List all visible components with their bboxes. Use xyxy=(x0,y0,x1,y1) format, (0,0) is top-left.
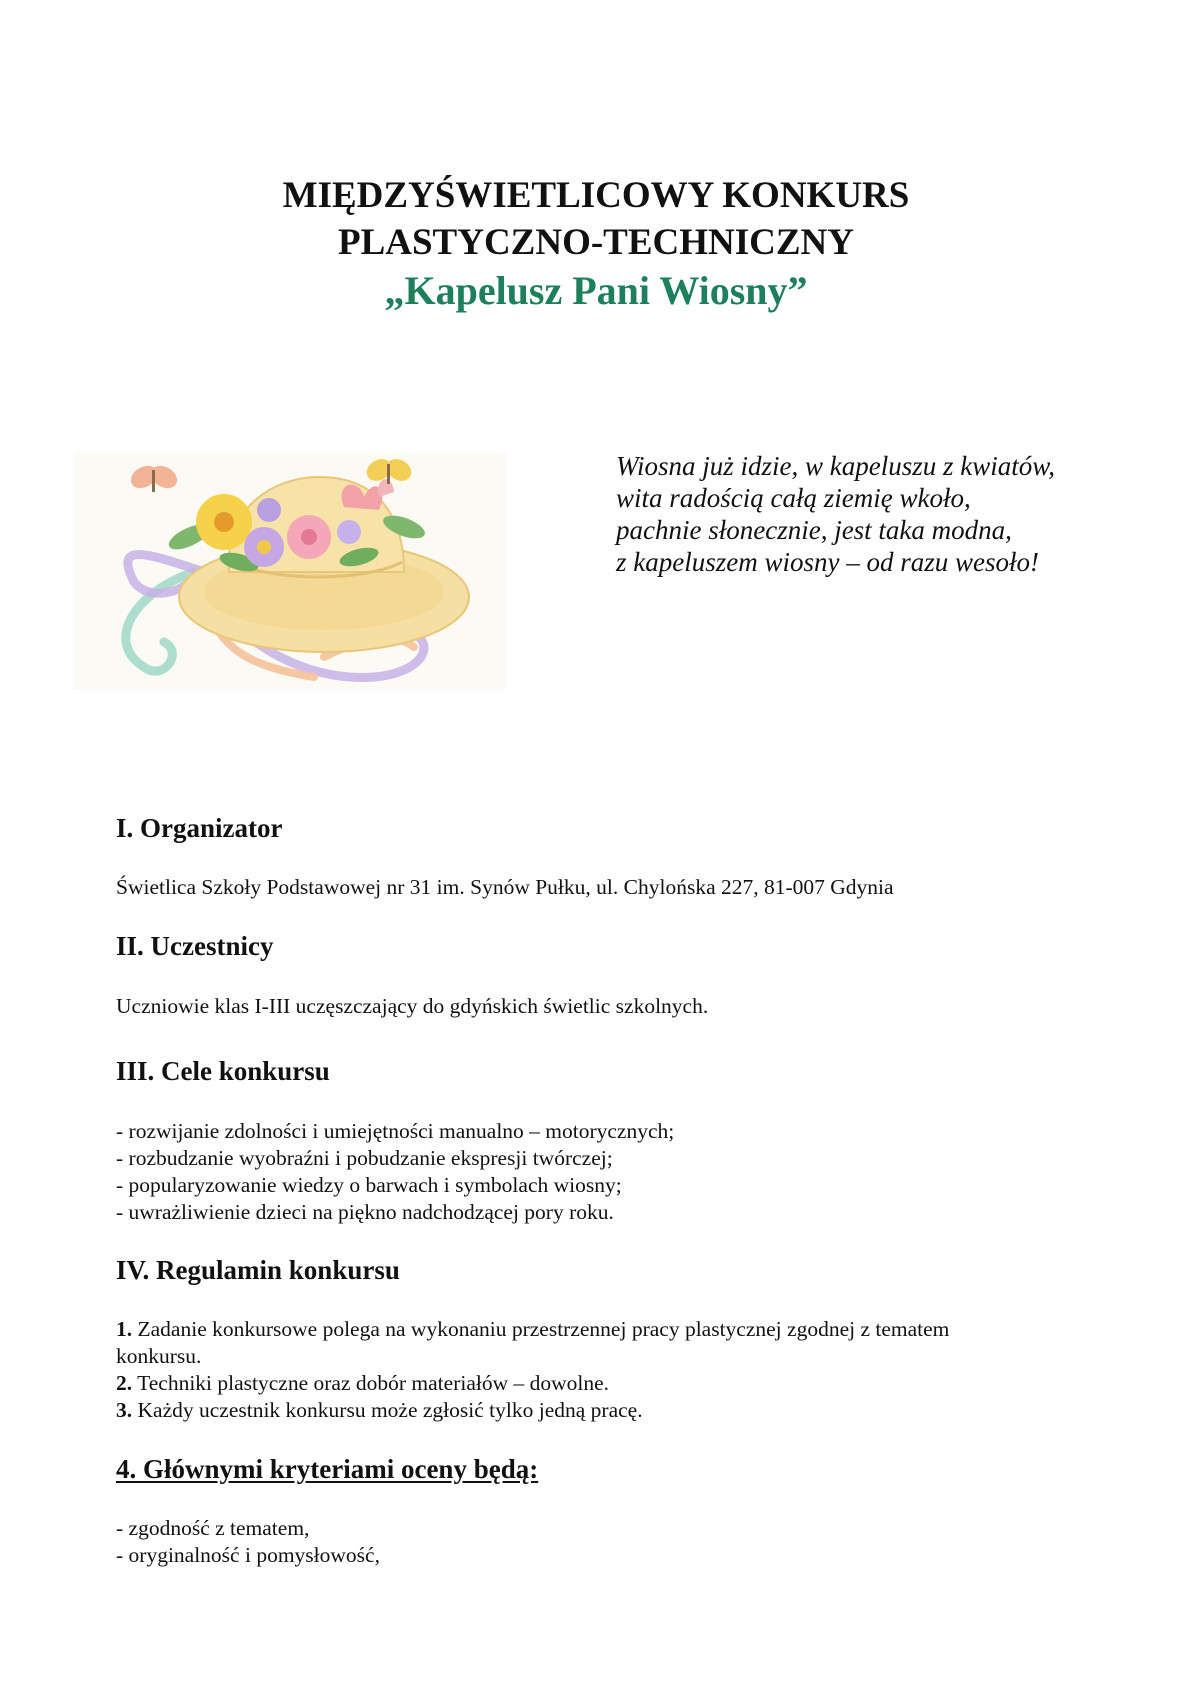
rule-number: 1. xyxy=(116,1317,133,1341)
section-heading-goals: III. Cele konkursu xyxy=(116,1056,330,1086)
rule-text: Każdy uczestnik konkursu może zgłosić tylko jedną pracę. xyxy=(132,1398,643,1422)
list-item: - oryginalność i pomysłowość, xyxy=(116,1543,380,1567)
title-line-1: MIĘDZYŚWIETLICOWY KONKURS xyxy=(282,175,910,216)
list-item xyxy=(116,1397,1076,1424)
rules-list xyxy=(116,1316,1076,1424)
organizer-text xyxy=(116,874,1076,901)
contest-subtitle: „Kapelusz Pani Wiosny” xyxy=(384,268,808,313)
poem-line: Wiosna już idzie, w kapeluszu z kwiatów, xyxy=(616,451,1056,481)
goals-list xyxy=(116,1118,1076,1226)
rule-number: 3. xyxy=(116,1398,133,1422)
list-item xyxy=(116,1316,1076,1343)
list-item: - popularyzowanie wiedzy o barwach i symbolach wiosny; xyxy=(116,1173,622,1197)
rule-text: Zadanie konkursowe polega na wykonaniu przestrzennej pracy plastycznej zgodnej z tematem xyxy=(132,1317,950,1341)
document-title xyxy=(0,172,1192,316)
list-item: - rozwijanie zdolności i umiejętności manualno – motorycznych; xyxy=(116,1119,675,1143)
list-item xyxy=(116,1370,1076,1397)
title-line-2: PLASTYCZNO-TECHNICZNY xyxy=(337,222,854,263)
section-heading-participants: II. Uczestnicy xyxy=(116,931,274,961)
list-item: - zgodność z tematem, xyxy=(116,1516,310,1540)
participants-description: Uczniowie klas I-III uczęszczający do gdyńskich świetlic szkolnych. xyxy=(116,994,709,1018)
section-heading-criteria: 4. Głównymi kryteriami oceny będą: xyxy=(116,1454,539,1484)
rule-continuation: konkursu. xyxy=(116,1344,202,1368)
poem-line: wita radością całą ziemię wkoło, xyxy=(616,483,971,513)
participants-text xyxy=(116,993,1076,1020)
rule-text: Techniki plastyczne oraz dobór materiałów – dowolne. xyxy=(132,1371,610,1395)
poem-line: z kapeluszem wiosny – od razu wesoło! xyxy=(616,547,1039,577)
list-item: - rozbudzanie wyobraźni i pobudzanie ekspresji twórczej; xyxy=(116,1146,613,1170)
criteria-list xyxy=(116,1515,1076,1569)
flower-hat-icon xyxy=(74,452,506,690)
rule-number: 2. xyxy=(116,1371,133,1395)
list-item: - uwrażliwienie dzieci na piękno nadchodzącej pory roku. xyxy=(116,1200,614,1224)
section-heading-rules: IV. Regulamin konkursu xyxy=(116,1255,400,1285)
organizer-address: Świetlica Szkoły Podstawowej nr 31 im. Synów Pułku, ul. Chylońska 227, 81-007 Gdynia xyxy=(116,875,894,899)
poem xyxy=(616,450,1055,578)
hat-illustration xyxy=(74,452,506,690)
poem-line: pachnie słonecznie, jest taka modna, xyxy=(616,515,1012,545)
section-heading-organizer: I. Organizator xyxy=(116,813,283,843)
